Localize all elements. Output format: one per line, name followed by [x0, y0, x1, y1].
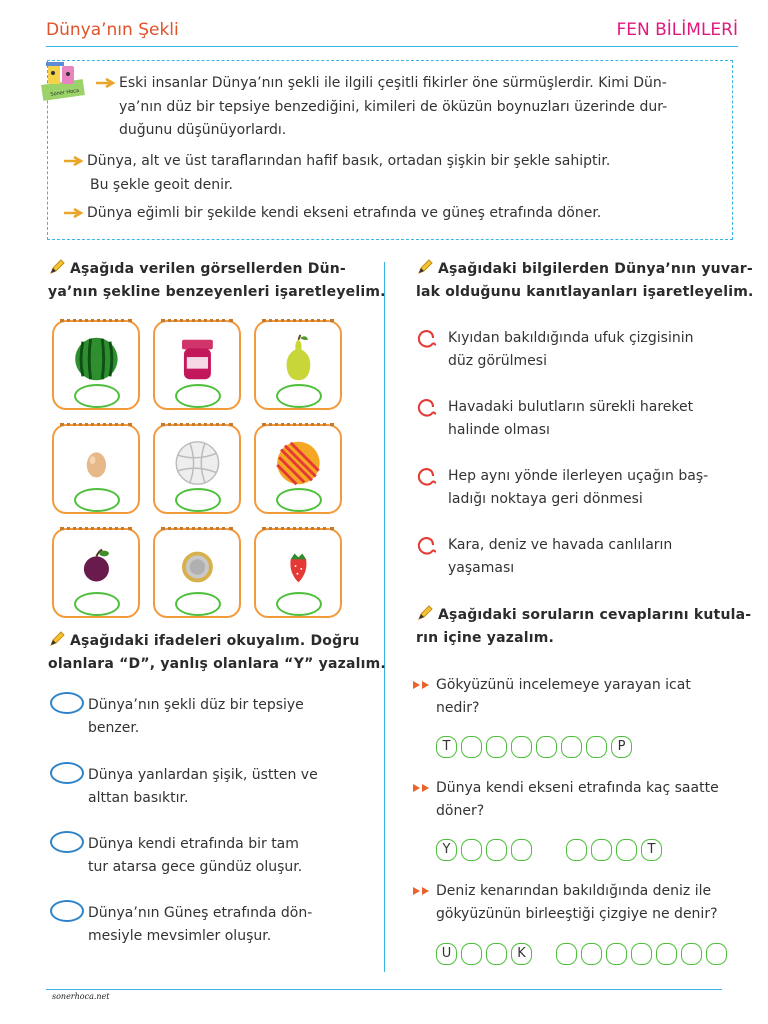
- plum-icon: [54, 540, 139, 594]
- option-item: Kıyıdan bakıldığında ufuk çizgisinin düz görülmesi: [448, 330, 694, 369]
- letter-box[interactable]: [656, 943, 677, 965]
- spiral-binding: [60, 423, 132, 429]
- check-circle-icon[interactable]: [416, 536, 436, 556]
- picture-card-strawberry: [254, 528, 342, 618]
- answer-oval[interactable]: [74, 488, 120, 512]
- answer-box-row: [436, 736, 636, 758]
- letter-box[interactable]: [486, 943, 507, 965]
- option-item: Kara, deniz ve havada canlıların yaşaması: [448, 537, 673, 576]
- answer-oval[interactable]: [276, 384, 322, 408]
- letter-box[interactable]: [511, 839, 532, 861]
- letter-box[interactable]: [461, 943, 482, 965]
- striped-ball-icon: [256, 436, 341, 490]
- jam-jar-icon: [155, 332, 240, 386]
- coin-icon: [155, 540, 240, 594]
- column-divider: [384, 262, 385, 972]
- letter-box[interactable]: U: [436, 943, 457, 965]
- statement-item: Dünya’nın şekli düz bir tepsiye benzer.: [88, 697, 304, 736]
- letter-box[interactable]: [561, 736, 582, 758]
- double-arrow-icon: [412, 783, 434, 793]
- section1-title: Aşağıda verilen görsellerden Dün- ya’nın şekline benzeyenleri işaretleyelim.: [48, 258, 386, 304]
- letter-box[interactable]: [706, 943, 727, 965]
- answer-oval[interactable]: [74, 384, 120, 408]
- question-item: Dünya kendi ekseni etrafında kaç saatte döner?: [412, 777, 719, 823]
- picture-card-egg: [52, 424, 140, 514]
- pear-icon: [256, 332, 341, 386]
- picture-card-coin: [153, 528, 241, 618]
- answer-box-row: [436, 943, 731, 965]
- letter-box[interactable]: [566, 839, 587, 861]
- answer-oval[interactable]: [175, 488, 221, 512]
- option-item: Havadaki bulutların sürekli hareket halinde olması: [448, 399, 694, 438]
- header-divider: [46, 46, 738, 47]
- pencil-icon: [416, 258, 434, 276]
- spiral-binding: [161, 423, 233, 429]
- svg-text:Soner Hoca: Soner Hoca: [50, 87, 80, 98]
- answer-oval[interactable]: [175, 384, 221, 408]
- letter-box[interactable]: P: [611, 736, 632, 758]
- answer-oval[interactable]: [50, 831, 84, 853]
- letter-box[interactable]: [606, 943, 627, 965]
- statement-item: Dünya kendi etrafında bir tam tur atarsa gece gündüz oluşur.: [88, 836, 303, 875]
- picture-card-striped-ball: [254, 424, 342, 514]
- letter-box[interactable]: [486, 839, 507, 861]
- check-circle-icon[interactable]: [416, 467, 436, 487]
- letter-box[interactable]: [556, 943, 577, 965]
- double-arrow-icon: [412, 886, 434, 896]
- letter-box[interactable]: [591, 839, 612, 861]
- question-item: Gökyüzünü incelemeye yarayan icat nedir?: [412, 674, 691, 720]
- letter-box[interactable]: [581, 943, 602, 965]
- letter-box[interactable]: K: [511, 943, 532, 965]
- section3-title: Aşağıdaki bilgilerden Dünya’nın yuvar- lak olduğunu kanıtlayanları işaretleyelim.: [416, 258, 754, 304]
- letter-box[interactable]: [461, 736, 482, 758]
- spiral-binding: [262, 527, 334, 533]
- section4-title: Aşağıdaki soruların cevaplarını kutula- rın içine yazalım.: [416, 604, 751, 650]
- picture-card-volleyball: [153, 424, 241, 514]
- answer-oval[interactable]: [50, 900, 84, 922]
- letter-box[interactable]: T: [436, 736, 457, 758]
- picture-card-jam-jar: [153, 320, 241, 410]
- answer-box-row: [436, 839, 666, 861]
- spiral-binding: [161, 527, 233, 533]
- answer-oval[interactable]: [50, 762, 84, 784]
- page-header: [46, 18, 738, 46]
- option-item: Hep aynı yönde ilerleyen uçağın baş- ladığı noktaya geri dönmesi: [448, 468, 709, 507]
- question-item: Deniz kenarından bakıldığında deniz ile gökyüzünün birleeştiği çizgiye ne denir?: [412, 880, 718, 926]
- info-paragraph-1: Eski insanlar Dünya’nın şekli ile ilgili çeşitli fikirler öne sürmüşlerdir. Kimi Dün- ya’nın düz bir tepsiye benzediğini, kimileri de öküzün boynuzları üzerinde dur- duğunu düşünüyorlardı.: [96, 72, 667, 143]
- footer-divider: [46, 989, 722, 990]
- arrow-icon: [64, 156, 84, 166]
- spiral-binding: [60, 527, 132, 533]
- double-arrow-icon: [412, 680, 434, 690]
- spiral-binding: [262, 423, 334, 429]
- soner-hoca-badge: [38, 60, 90, 106]
- spiral-binding: [60, 319, 132, 325]
- egg-icon: [54, 436, 139, 490]
- pencil-icon: [416, 604, 434, 622]
- picture-card-watermelon: [52, 320, 140, 410]
- volleyball-icon: [155, 436, 240, 490]
- answer-oval[interactable]: [276, 592, 322, 616]
- letter-box[interactable]: [486, 736, 507, 758]
- letter-box[interactable]: Y: [436, 839, 457, 861]
- page-title: Dünya’nın Şekli: [46, 20, 179, 40]
- info-paragraph-2: Dünya, alt ve üst taraflarından hafif basık, ortadan şişkin bir şekle sahiptir. Bu şekle geoit denir.: [64, 150, 610, 197]
- subject-label: FEN BİLİMLERİ: [616, 20, 738, 40]
- check-circle-icon[interactable]: [416, 398, 436, 418]
- letter-box[interactable]: [511, 736, 532, 758]
- arrow-icon: [96, 78, 116, 88]
- pencil-icon: [48, 258, 66, 276]
- letter-box[interactable]: [536, 736, 557, 758]
- letter-box[interactable]: [586, 736, 607, 758]
- strawberry-icon: [256, 540, 341, 594]
- section2-title: Aşağıdaki ifadeleri okuyalım. Doğru olanlara “D”, yanlış olanlara “Y” yazalım.: [48, 630, 386, 676]
- letter-box[interactable]: [631, 943, 652, 965]
- picture-card-pear: [254, 320, 342, 410]
- answer-oval[interactable]: [175, 592, 221, 616]
- watermelon-icon: [54, 332, 139, 386]
- letter-box[interactable]: [616, 839, 637, 861]
- picture-card-plum: [52, 528, 140, 618]
- info-paragraph-3: Dünya eğimli bir şekilde kendi ekseni etrafında ve güneş etrafında döner.: [64, 202, 601, 226]
- statement-item: Dünya yanlardan şişik, üstten ve alttan basıktır.: [88, 767, 318, 806]
- pencil-icon: [48, 630, 66, 648]
- letter-box[interactable]: [681, 943, 702, 965]
- answer-oval[interactable]: [276, 488, 322, 512]
- letter-box[interactable]: [461, 839, 482, 861]
- statement-item: Dünya’nın Güneş etrafında dön- mesiyle mevsimler oluşur.: [88, 905, 313, 944]
- spiral-binding: [262, 319, 334, 325]
- answer-oval[interactable]: [74, 592, 120, 616]
- check-circle-icon[interactable]: [416, 329, 436, 349]
- footer-site: sonerhoca.net: [52, 992, 110, 1001]
- letter-box[interactable]: T: [641, 839, 662, 861]
- answer-oval[interactable]: [50, 692, 84, 714]
- arrow-icon: [64, 208, 84, 218]
- spiral-binding: [161, 319, 233, 325]
